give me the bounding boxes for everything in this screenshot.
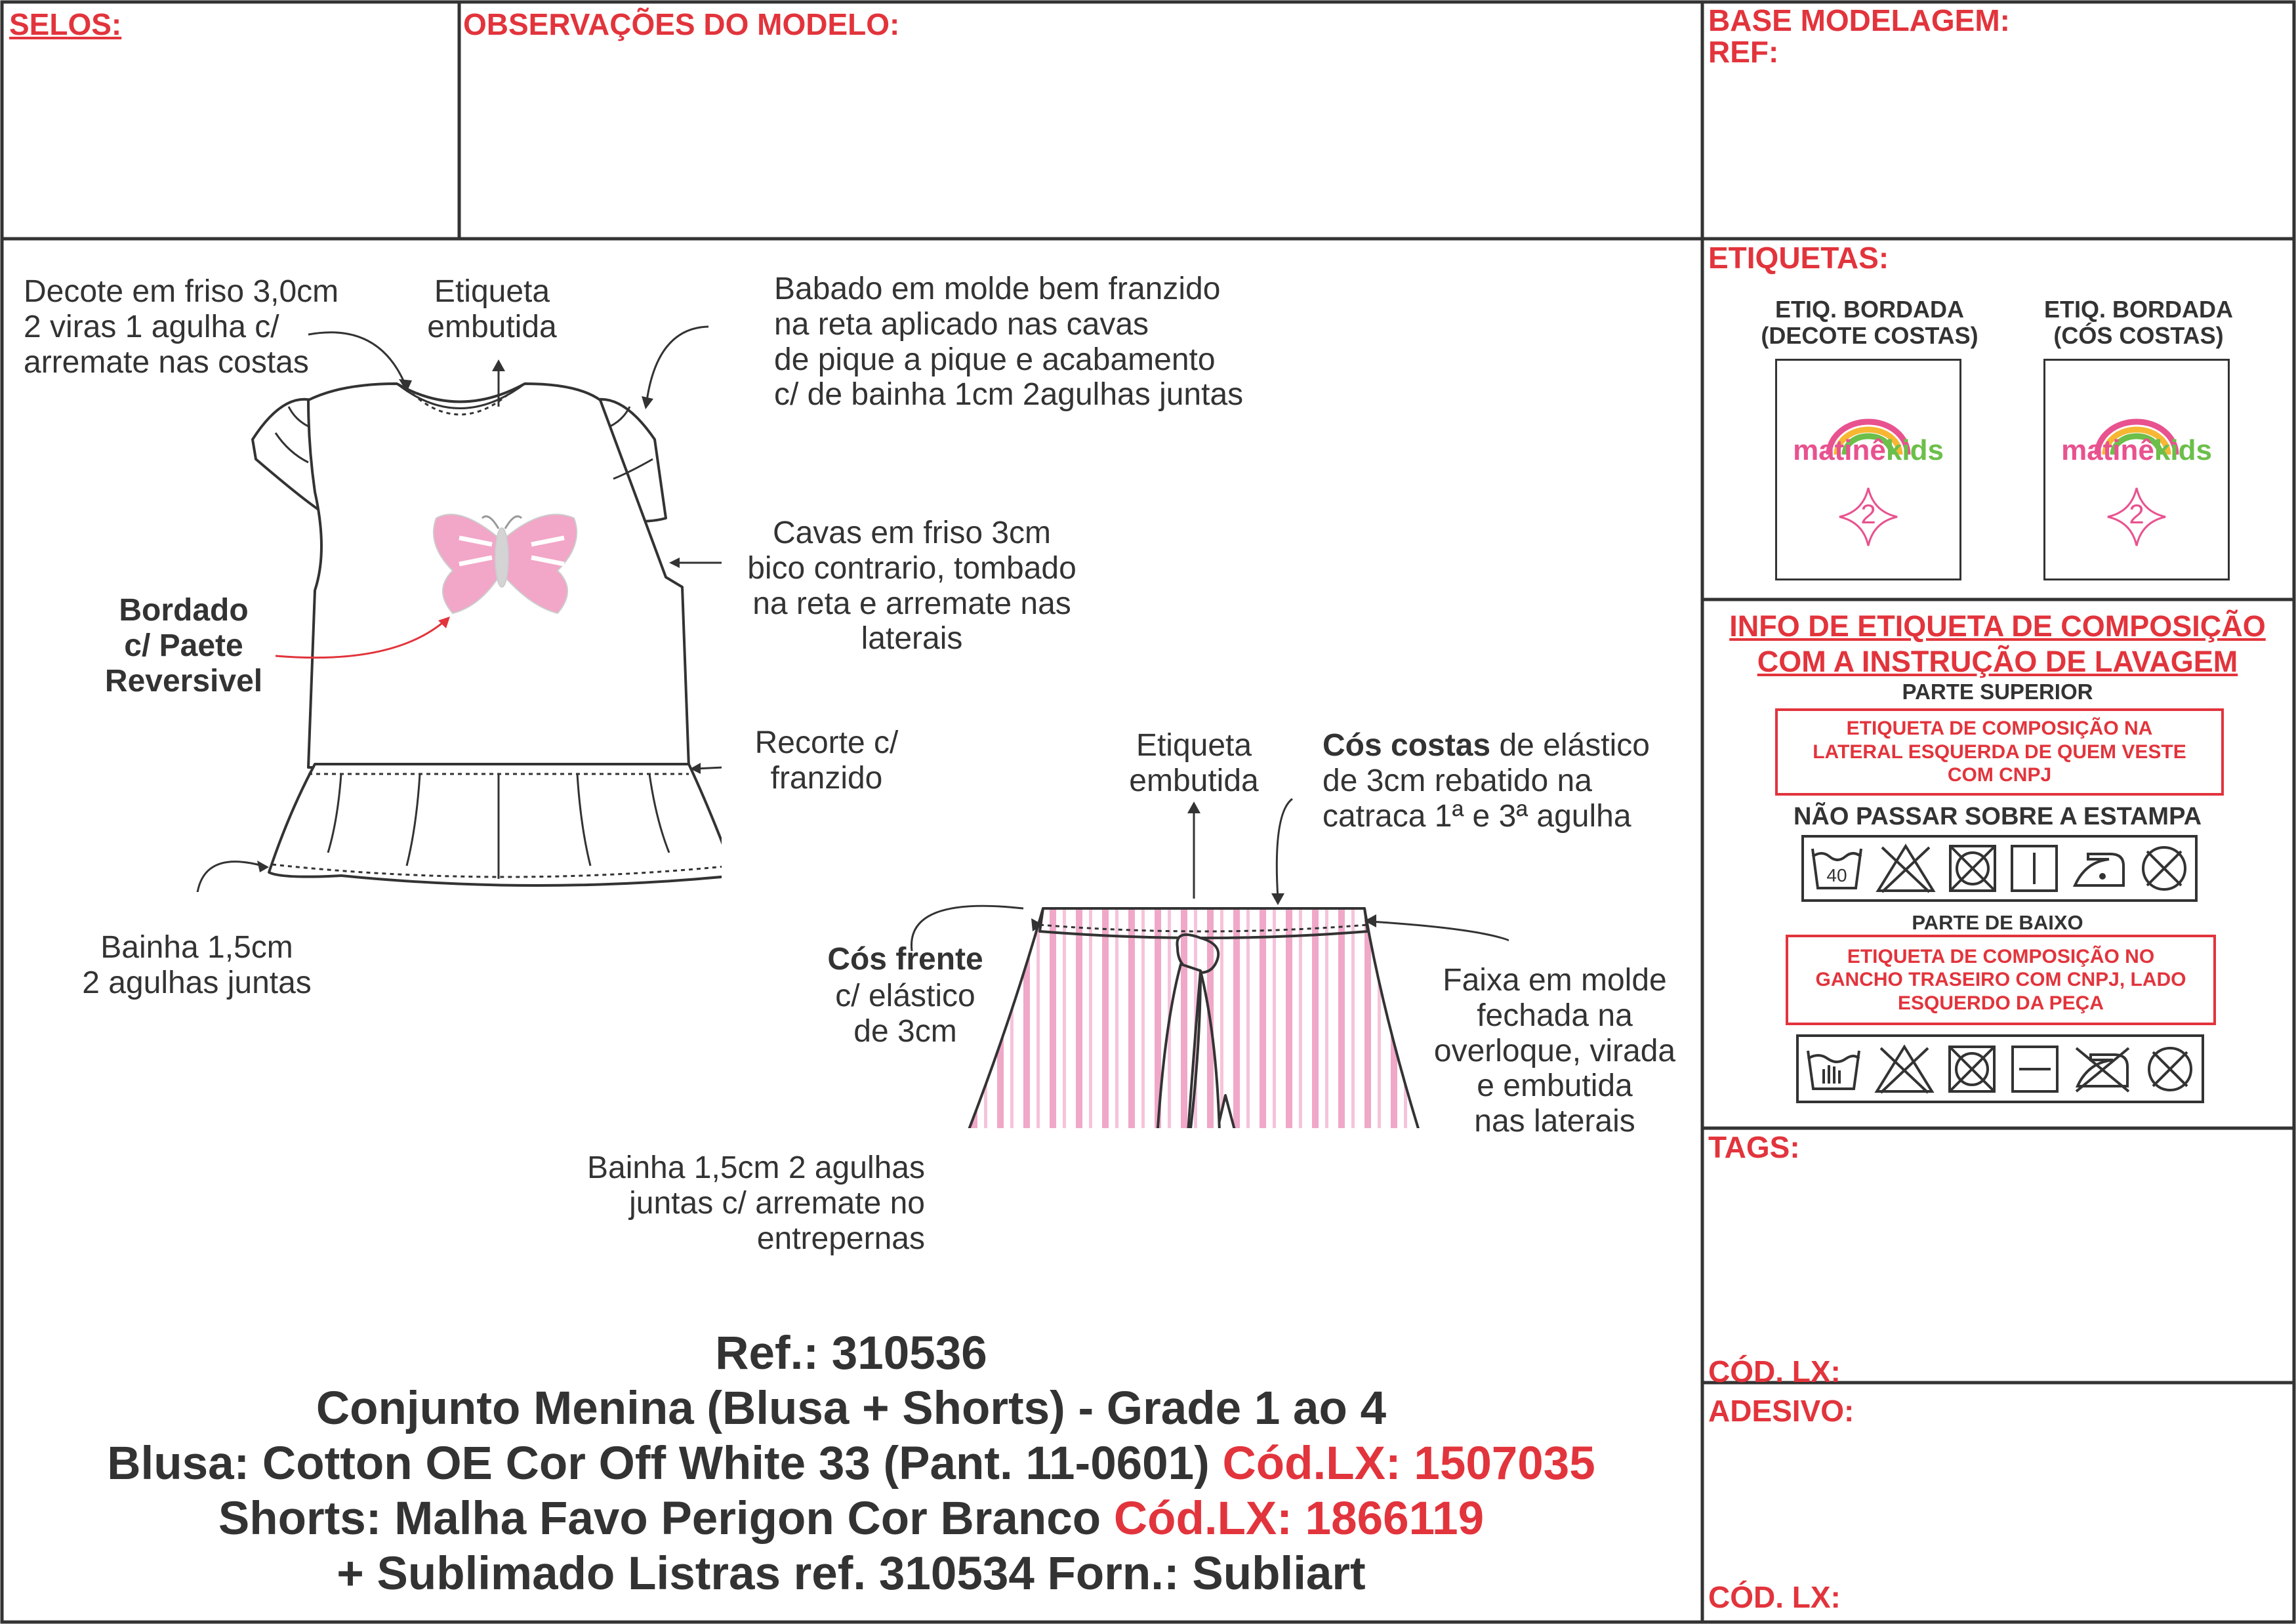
logo-text-kids: kids: [2154, 434, 2212, 466]
note-etiqueta-shorts: Etiqueta embutida: [1129, 728, 1259, 798]
care-symbols-lower: [1796, 1034, 2204, 1103]
note-cos-costas: [1322, 728, 1650, 834]
label-card-decote: [1775, 359, 1961, 580]
matine-kids-logo: [1777, 434, 1959, 467]
note-etiqueta-blusa: Etiqueta embutida: [427, 274, 557, 344]
section-etiquetas: ETIQUETAS:: [1708, 241, 1889, 275]
section-tags: TAGS:: [1708, 1130, 1800, 1164]
tags-cod-lx: CÓD. LX:: [1708, 1354, 1841, 1389]
composition-box-lower: ETIQUETA DE COMPOSIÇÃO NO GANCHO TRASEIRO COM CNPJ, LADO ESQUERDO DA PEÇA: [1786, 935, 2216, 1025]
footer-shorts-code: Cód.LX: 1866119: [1113, 1493, 1485, 1545]
blouse-peplum: [269, 764, 722, 885]
matine-kids-logo: [2045, 434, 2228, 467]
note-bainha-blusa: Bainha 1,5cm 2 agulhas juntas: [82, 930, 312, 1000]
wash-temp: 40: [1826, 865, 1847, 885]
parte-baixo-label: PARTE DE BAIXO: [1912, 911, 2083, 934]
note-cos-costas-rest1: de elástico: [1490, 728, 1650, 763]
footer-ref: Ref.: 310536: [715, 1328, 987, 1379]
flat-dry-icon: [2009, 1043, 2061, 1095]
no-bleach-icon: [1874, 842, 1937, 895]
note-babado: Babado em molde bem franzido na reta aplicado nas cavas de pique a pique e acabamento c/ de bainha 1cm 2agulhas juntas: [774, 272, 1244, 413]
note-cos-frente-rest: c/ elástico de 3cm: [835, 979, 975, 1049]
shorts-waistband: [1040, 908, 1368, 938]
footer-shorts-text: Shorts: Malha Favo Perigon Cor Branco: [218, 1493, 1114, 1545]
size-mark: 2: [1860, 498, 1876, 529]
note-decote: Decote em friso 3,0cm 2 viras 1 agulha c/ arremate nas costas: [24, 274, 339, 380]
no-tumble-dry-icon: [1946, 1043, 1998, 1095]
section-ref: REF:: [1708, 35, 1779, 69]
note-bordado: Bordado c/ Paete Reversivel: [104, 593, 263, 699]
section-adesivo: ADESIVO:: [1708, 1394, 1855, 1428]
note-cos-frente-bold: Cós frente: [827, 942, 983, 977]
no-iron-icon: [2071, 1043, 2134, 1095]
note-cos-costas-rest2: de 3cm rebatido na catraca 1ª e 3ª agulha: [1322, 763, 1631, 834]
note-bainha-shorts: Bainha 1,5cm 2 agulhas juntas c/ arremate no entrepernas: [586, 1150, 925, 1256]
no-dry-clean-icon: [2144, 1043, 2196, 1095]
wash-40-icon: [1809, 842, 1865, 895]
footer-title: Conjunto Menina (Blusa + Shorts) - Grade 1 ao 4: [316, 1383, 1387, 1434]
section-base-modelagem: BASE MODELAGEM:: [1708, 3, 2010, 37]
footer-blusa: [0, 1438, 1702, 1490]
note-faixa: Faixa em molde fechada na overloque, virada e embutida nas laterais: [1433, 963, 1676, 1139]
no-bleach-icon: [1873, 1043, 1936, 1095]
label-card-cos: [2043, 359, 2230, 580]
note-recorte: Recorte c/ franzido: [754, 725, 899, 796]
logo-text-matine: matinê: [1793, 434, 1886, 466]
hand-wash-icon: [1804, 1043, 1863, 1095]
logo-text-kids: kids: [1885, 434, 1944, 466]
label-card2-title: ETIQ. BORDADA (CÓS COSTAS): [2044, 296, 2233, 350]
footer-sublimado: + Sublimado Listras ref. 310534 Forn.: Subliart: [337, 1548, 1366, 1600]
footer-blusa-code: Cód.LX: 1507035: [1222, 1438, 1595, 1490]
parte-superior-label: PARTE SUPERIOR: [1902, 680, 2093, 704]
footer-shorts: [0, 1493, 1702, 1545]
size-mark: 2: [2129, 498, 2144, 529]
care-symbols-upper: [1801, 835, 2198, 902]
logo-text-matine: matinê: [2061, 434, 2154, 466]
label-card1-title: ETIQ. BORDADA (DECOTE COSTAS): [1761, 296, 1978, 350]
section-observacoes: OBSERVAÇÕES DO MODELO:: [463, 7, 900, 41]
line-dry-icon: [2008, 842, 2060, 895]
no-iron-warning: NÃO PASSAR SOBRE A ESTAMPA: [1793, 803, 2202, 830]
no-tumble-dry-icon: [1946, 842, 1999, 895]
section-selos: SELOS:: [9, 7, 122, 41]
adesivo-cod-lx: CÓD. LX:: [1708, 1580, 1841, 1614]
no-dry-clean-icon: [2138, 842, 2190, 895]
iron-low-icon: [2070, 842, 2129, 895]
composition-title: INFO DE ETIQUETA DE COMPOSIÇÃO COM A INSTRUÇÃO DE LAVAGEM: [1729, 609, 2266, 678]
composition-box-upper: ETIQUETA DE COMPOSIÇÃO NA LATERAL ESQUERDA DE QUEM VESTE COM CNPJ: [1775, 708, 2224, 796]
note-cavas: Cavas em friso 3cm bico contrario, tombado na reta e arremate nas laterais: [747, 516, 1076, 657]
note-cos-costas-bold: Cós costas: [1322, 728, 1491, 763]
footer-blusa-text: Blusa: Cotton OE Cor Off White 33 (Pant. 11-0601): [107, 1438, 1223, 1490]
